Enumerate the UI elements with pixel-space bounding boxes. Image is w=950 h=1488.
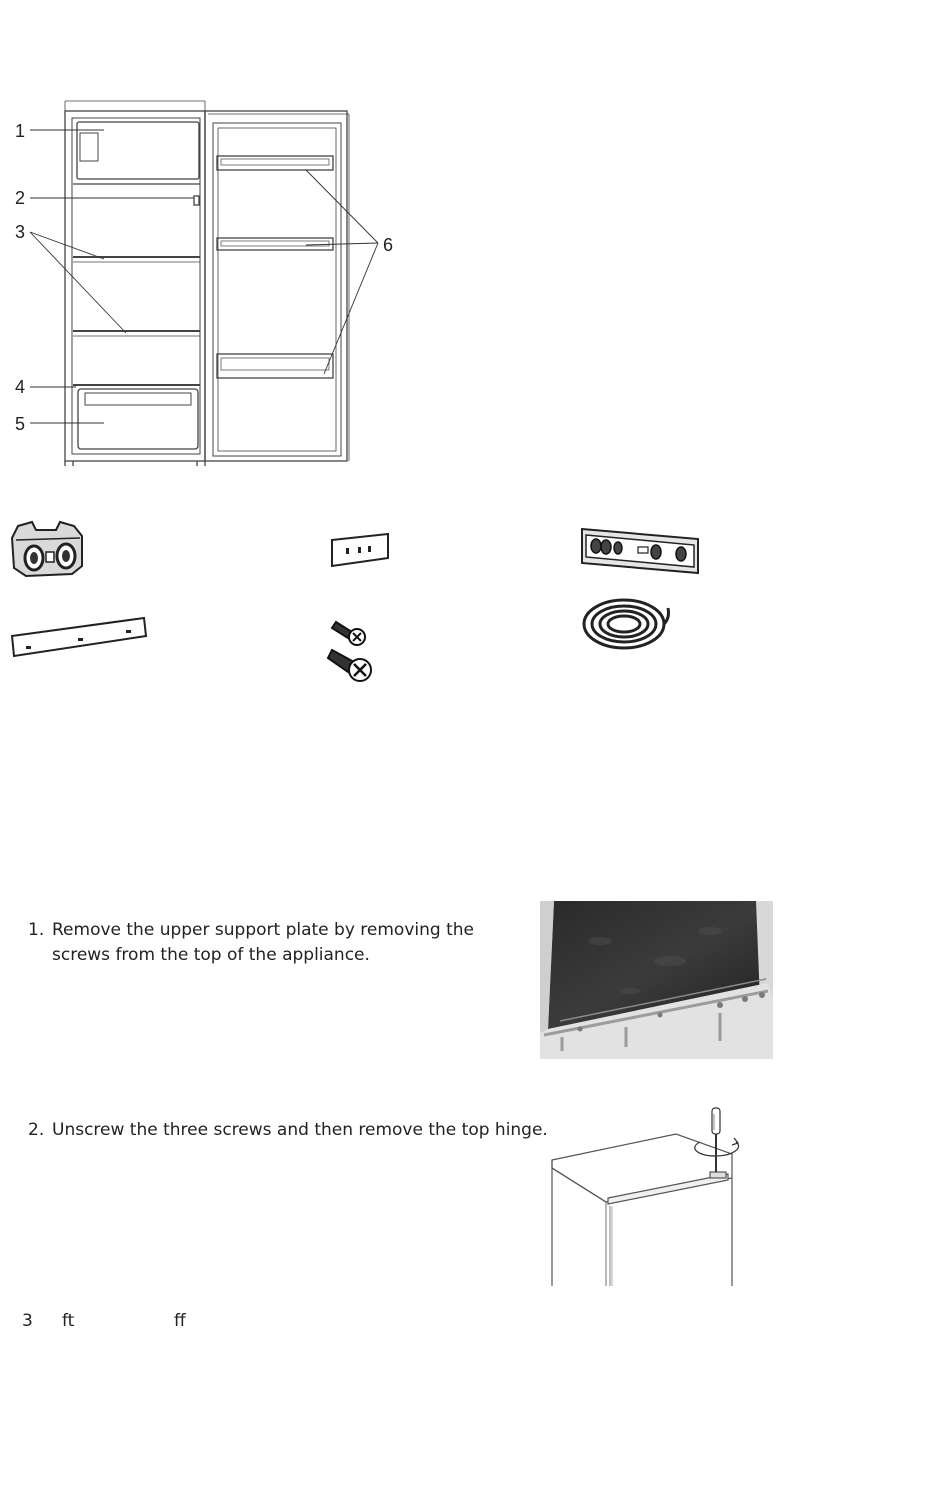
step-3-fragment [22, 1311, 33, 1331]
door-balcony [217, 354, 333, 378]
top-hinge-illustration [548, 1102, 748, 1288]
step-1 [28, 918, 518, 968]
step-3-fragment-a: ft [62, 1311, 75, 1331]
step-text-line: Remove the upper support plate by removing the [52, 920, 474, 940]
step-text-line: screws from the top of the appliance. [52, 945, 370, 965]
step-text-line: Unscrew the three screws and then remove the top hinge. [52, 1120, 548, 1140]
fridge-diagram [0, 95, 420, 475]
door-balcony [217, 238, 333, 250]
callout-label-1: 1 [15, 121, 26, 141]
freezer-compartment [77, 122, 199, 179]
step-2 [28, 1118, 548, 1143]
small-plate-part [328, 530, 392, 570]
screws-part [326, 618, 378, 690]
cover-strip-part [8, 612, 150, 660]
support-plate-photo [540, 901, 773, 1059]
door-outline [205, 111, 347, 461]
hinge-block-part [8, 518, 86, 582]
thermostat-knob [194, 196, 199, 205]
callout-label-3: 3 [15, 222, 26, 242]
callout-label-6: 6 [383, 235, 394, 255]
step-number: 1. [28, 920, 45, 940]
callout-label-2: 2 [15, 188, 26, 208]
cabinet-outline [65, 111, 205, 461]
gasket-coil-part [580, 596, 676, 656]
step-3-fragment-b: ff [174, 1311, 186, 1331]
callout-label-5: 5 [15, 414, 26, 434]
crisper-drawer [78, 389, 198, 449]
step-number: 3 [22, 1311, 33, 1331]
step-number: 2. [28, 1120, 45, 1140]
door-balcony [217, 156, 333, 170]
hinge-bar-part [578, 525, 702, 577]
callout-label-4: 4 [15, 377, 26, 397]
